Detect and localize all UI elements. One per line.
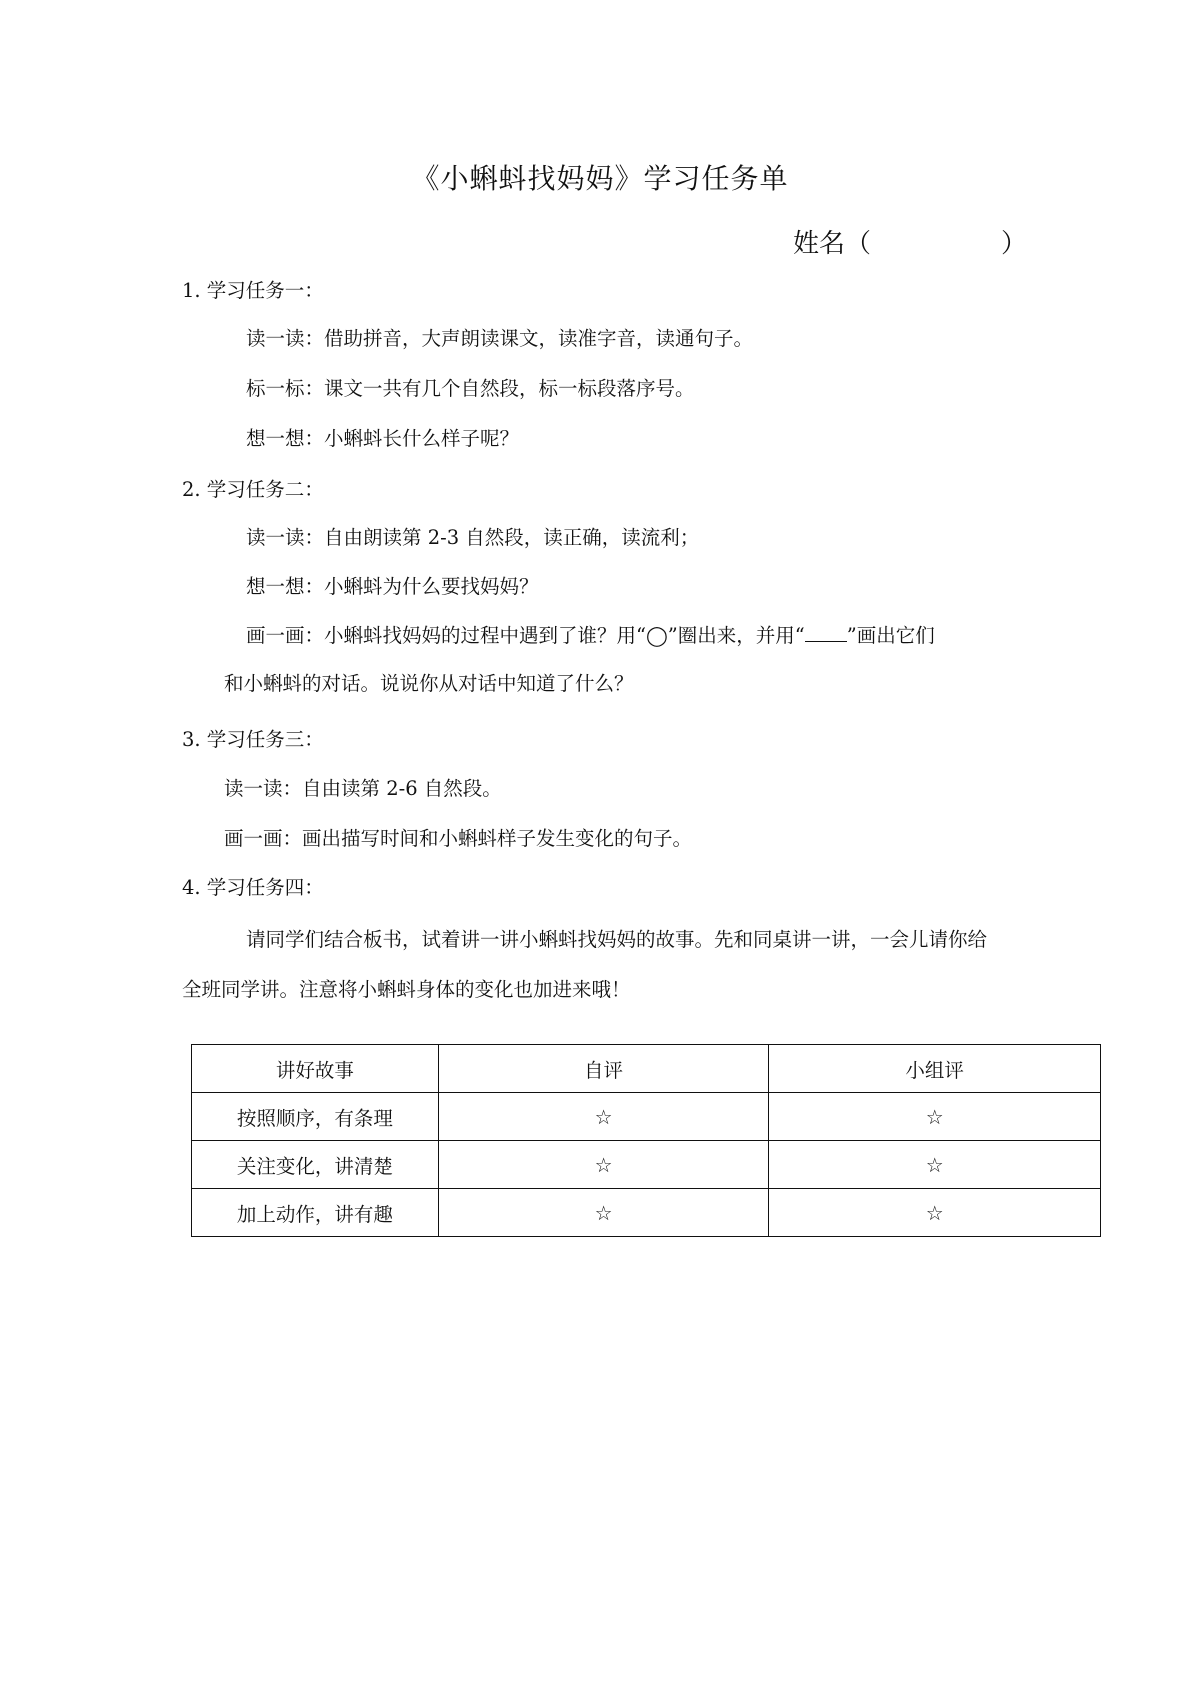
task3-heading: 3. 学习任务三： [182, 728, 324, 751]
self-rating-star[interactable]: ☆ [438, 1141, 769, 1189]
task1-line: 读一读：借助拼音，大声朗读课文，读准字音，读通句子。 [246, 327, 754, 350]
task3-line: 读一读：自由读第 2-6 自然段。 [224, 777, 502, 800]
table-row [192, 1189, 1101, 1237]
task1-line: 标一标：课文一共有几个自然段，标一标段落序号。 [246, 377, 695, 400]
evaluation-table [191, 1044, 1101, 1237]
task2-line: 读一读：自由朗读第 2-3 自然段，读正确，读流利； [246, 526, 700, 549]
page-title: 《小蝌蚪找妈妈》学习任务单 [411, 162, 789, 195]
criterion-cell: 按照顺序，有条理 [192, 1093, 439, 1141]
task1-line: 想一想：小蝌蚪长什么样子呢？ [246, 427, 520, 450]
table-row [192, 1141, 1101, 1189]
group-rating-star[interactable]: ☆ [769, 1141, 1101, 1189]
task4-paragraph-line1: 请同学们结合板书，试着讲一讲小蝌蚪找妈妈的故事。先和同桌讲一讲，一会儿请你给 [246, 928, 988, 951]
task2-draw-suffix: ”画出它们 [846, 624, 935, 647]
task2-draw-prefix: 画一画：小蝌蚪找妈妈的过程中遇到了谁？用“◯”圈出来，并用“ [246, 624, 805, 647]
underline-blank [805, 623, 847, 642]
task4-paragraph-line2: 全班同学讲。注意将小蝌蚪身体的变化也加进来哦！ [182, 978, 631, 1001]
criterion-cell: 加上动作，讲有趣 [192, 1189, 439, 1237]
table-header-row [192, 1045, 1101, 1093]
self-rating-star[interactable]: ☆ [438, 1189, 769, 1237]
name-field: 姓名（ ） [793, 229, 1028, 259]
task2-draw-line [246, 622, 935, 650]
group-rating-star[interactable]: ☆ [769, 1093, 1101, 1141]
criterion-cell: 关注变化，讲清楚 [192, 1141, 439, 1189]
task1-heading: 1. 学习任务一： [182, 279, 324, 302]
task4-heading: 4. 学习任务四： [182, 876, 324, 899]
task2-line: 想一想：小蝌蚪为什么要找妈妈？ [246, 575, 539, 598]
self-rating-star[interactable]: ☆ [438, 1093, 769, 1141]
task2-heading: 2. 学习任务二： [182, 478, 324, 501]
group-rating-star[interactable]: ☆ [769, 1189, 1101, 1237]
task3-line: 画一画：画出描写时间和小蝌蚪样子发生变化的句子。 [224, 827, 693, 850]
table-header-cell: 小组评 [769, 1045, 1101, 1093]
table-header-cell: 讲好故事 [192, 1045, 439, 1093]
task2-draw-continuation: 和小蝌蚪的对话。说说你从对话中知道了什么？ [224, 672, 634, 695]
table-header-cell: 自评 [438, 1045, 769, 1093]
table-row [192, 1093, 1101, 1141]
